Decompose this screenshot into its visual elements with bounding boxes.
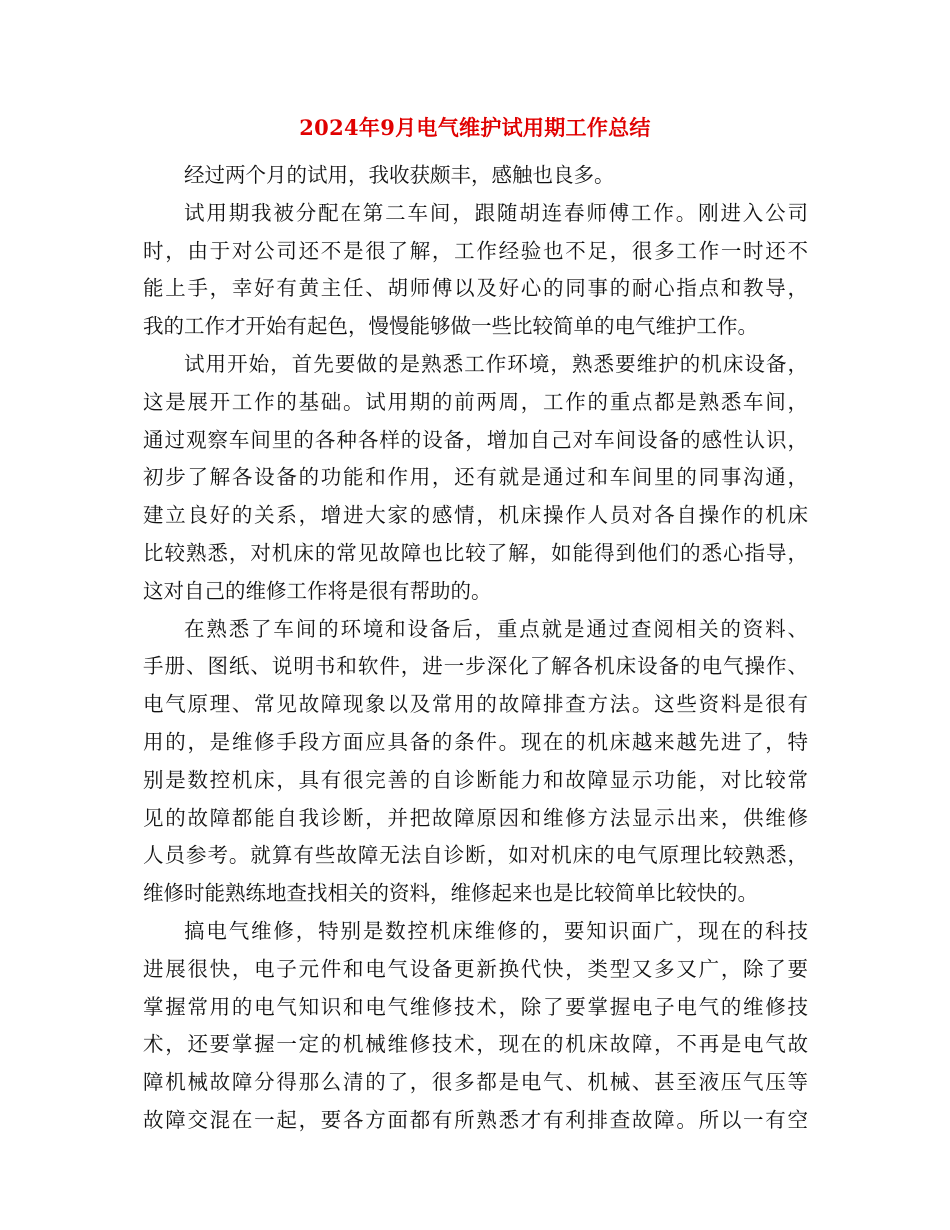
text-line: 通过观察车间里的各种各样的设备，增加自己对车间设备的感性认识，: [143, 427, 808, 452]
text-line: 手册、图纸、说明书和软件，进一步深化了解各机床设备的电气操作、: [143, 654, 808, 679]
text-line: 建立良好的关系，增进大家的感情，机床操作人员对各自操作的机床: [143, 503, 808, 528]
paragraph: [143, 195, 808, 346]
text-line: 术，还要掌握一定的机械维修技术，现在的机床故障，不再是电气故: [143, 1032, 808, 1057]
text-line: 见的故障都能自我诊断，并把故障原因和维修方法显示出来，供维修: [143, 805, 808, 830]
paragraph: [143, 157, 808, 195]
text-line: 维修时能熟练地查找相关的资料，维修起来也是比较简单比较快的。: [143, 881, 758, 906]
text-line: 试用期我被分配在第二车间，跟随胡连春师傅工作。刚进入公司: [184, 200, 808, 225]
text-line: 故障交混在一起，要各方面都有所熟悉才有利排查故障。所以一有空: [143, 1107, 808, 1132]
paragraph: [143, 611, 808, 913]
text-line: 掌握常用的电气知识和电气维修技术，除了要掌握电子电气的维修技: [143, 994, 808, 1019]
text-line: 比较熟悉，对机床的常见故障也比较了解，如能得到他们的悉心指导，: [143, 540, 808, 565]
document-body: [143, 157, 808, 1140]
text-line: 在熟悉了车间的环境和设备后，重点就是通过查阅相关的资料、: [184, 616, 808, 641]
text-line: 障机械故障分得那么清的了，很多都是电气、机械、甚至液压气压等: [143, 1070, 808, 1095]
text-line: 我的工作才开始有起色，慢慢能够做一些比较简单的电气维护工作。: [143, 314, 758, 339]
text-line: 初步了解各设备的功能和作用，还有就是通过和车间里的同事沟通，: [143, 465, 808, 490]
text-line: 别是数控机床，具有很完善的自诊断能力和故障显示功能，对比较常: [143, 767, 808, 792]
paragraph: [143, 913, 808, 1140]
paragraph: [143, 346, 808, 611]
text-line: 用的，是维修手段方面应具备的条件。现在的机床越来越先进了，特: [143, 729, 808, 754]
text-line: 这是展开工作的基础。试用期的前两周，工作的重点都是熟悉车间，: [143, 389, 808, 414]
text-line: 进展很快，电子元件和电气设备更新换代快，类型又多又广，除了要: [143, 956, 808, 981]
document-title: 2024年9月电气维护试用期工作总结: [299, 115, 651, 140]
text-line: 电气原理、常见故障现象以及常用的故障排查方法。这些资料是很有: [143, 692, 808, 717]
text-line: 人员参考。就算有些故障无法自诊断，如对机床的电气原理比较熟悉，: [143, 843, 808, 868]
text-line: 能上手，幸好有黄主任、胡师傅以及好心的同事的耐心指点和教导，: [143, 276, 808, 301]
text-line: 经过两个月的试用，我收获颇丰，感触也良多。: [184, 163, 615, 187]
text-line: 时，由于对公司还不是很了解，工作经验也不足，很多工作一时还不: [143, 238, 808, 263]
text-line: 试用开始，首先要做的是熟悉工作环境，熟悉要维护的机床设备，: [184, 351, 808, 376]
text-line: 搞电气维修，特别是数控机床维修的，要知识面广，现在的科技: [184, 918, 808, 943]
text-line: 这对自己的维修工作将是很有帮助的。: [143, 578, 492, 603]
